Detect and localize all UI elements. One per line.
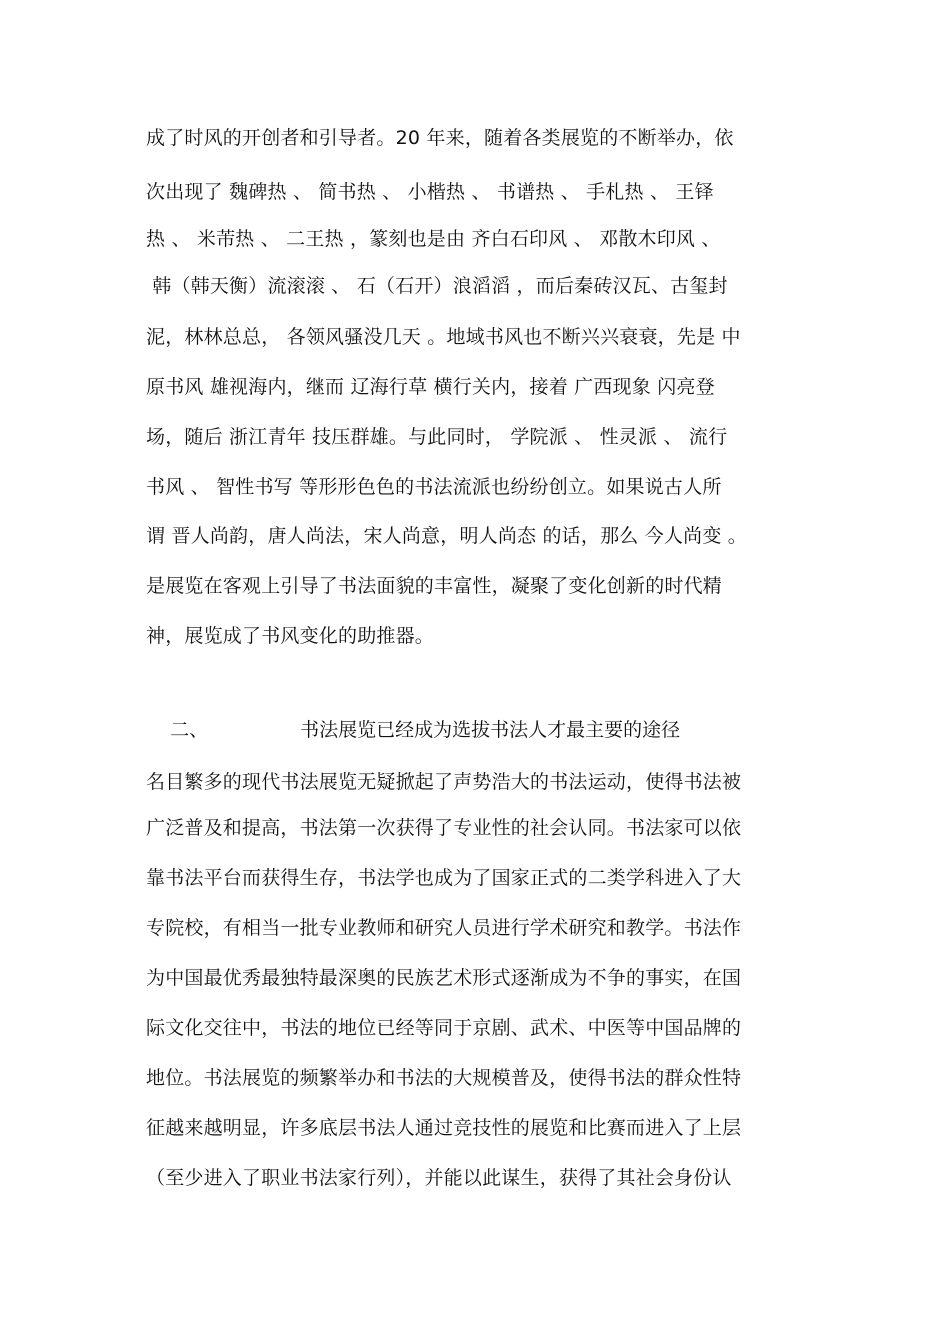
paragraph-1-line: 场，随后 浙江青年 技压群雄。与此同时， 学院派 、 性灵派 、 流行 — [146, 426, 728, 448]
paragraph-2-line: 靠书法平台而获得生存，书法学也成为了国家正式的二类学科进入了大 — [146, 867, 742, 889]
paragraph-2-line: 名目繁多的现代书法展览无疑掀起了声势浩大的书法运动，使得书法被 — [146, 771, 742, 793]
paragraph-1-line: 神，展览成了书风变化的助推器。 — [146, 625, 435, 647]
paragraph-2-line: 专院校，有相当一批专业教师和研究人员进行学术研究和教学。书法作 — [146, 917, 742, 939]
paragraph-1-line: 成了时风的开创者和引导者。20 年来，随着各类展览的不断举办，依 — [146, 127, 734, 149]
paragraph-2-line: 地位。书法展览的频繁举办和书法的大规模普及，使得书法的群众性特 — [146, 1067, 742, 1089]
paragraph-1-line: 韩（韩天衡）流滚滚 、 石（石开）浪滔滔 ，而后秦砖汉瓦、古玺封 — [146, 275, 728, 297]
paragraph-1-line: 是展览在客观上引导了书法面貌的丰富性，凝聚了变化创新的时代精 — [146, 575, 723, 597]
paragraph-1-line: 原书风 雄视海内，继而 辽海行草 横行关内，接着 广西现象 闪亮登 — [146, 376, 715, 398]
section-number: 二、 — [170, 719, 209, 741]
section-title: 书法展览已经成为选拔书法人才最主要的途径 — [300, 719, 681, 741]
paragraph-1-line: 次出现了 魏碑热 、 简书热 、 小楷热 、 书谱热 、 手札热 、 王铎 — [146, 181, 714, 203]
paragraph-2-line: 征越来越明显，许多底层书法人通过竞技性的展览和比赛而进入了上层 — [146, 1117, 742, 1139]
paragraph-2-line: （至少进入了职业书法家行列），并能以此谋生，获得了其社会身份认 — [146, 1167, 732, 1189]
paragraph-1-line: 书风 、 智性书写 等形形色色的书法流派也纷纷创立。如果说古人所 — [146, 476, 722, 498]
paragraph-2-line: 为中国最优秀最独特最深奥的民族艺术形式逐渐成为不争的事实，在国 — [146, 967, 742, 989]
paragraph-2-line: 际文化交往中，书法的地位已经等同于京剧、武术、中医等中国品牌的 — [146, 1017, 742, 1039]
paragraph-1-line: 谓 晋人尚韵，唐人尚法，宋人尚意，明人尚态 的话，那么 今人尚变 。 — [146, 525, 747, 547]
section-heading — [146, 694, 836, 766]
paragraph-1-line: 热 、 米芾热 、 二王热 ，篆刻也是由 齐白石印风 、 邓散木印风 、 — [146, 228, 721, 250]
paragraph-2-line: 广泛普及和提高，书法第一次获得了专业性的社会认同。书法家可以依 — [146, 817, 742, 839]
paragraph-1-line: 泥，林林总总， 各领风骚没几天 。地域书风也不断兴兴衰衰，先是 中 — [146, 326, 741, 348]
